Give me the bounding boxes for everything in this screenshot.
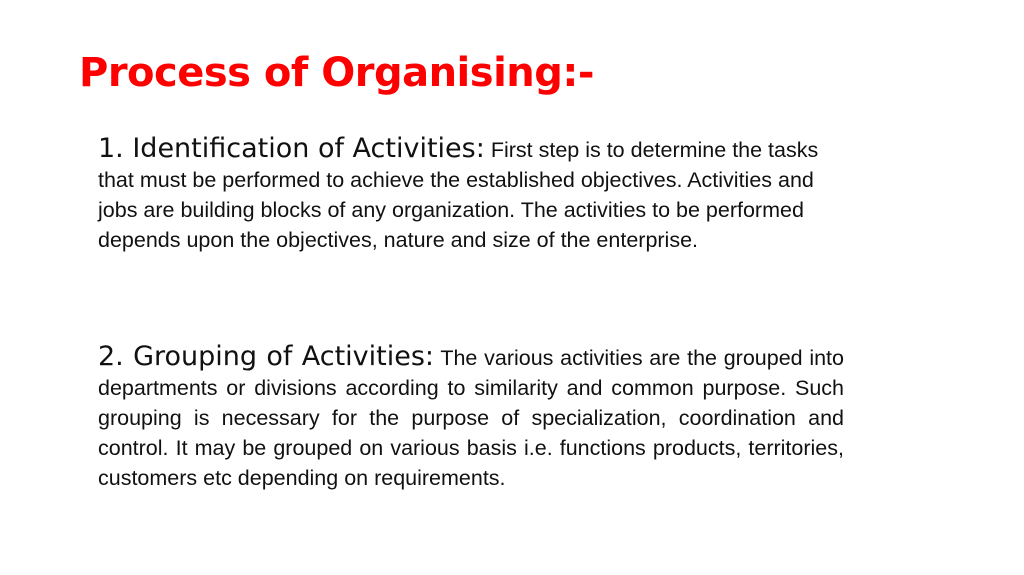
point-identification-of-activities [98, 134, 843, 255]
point-text: First step is to determine the tasks that must be performed to achieve the established objectives. Activities and jobs are building blocks of any organization. The activities to be performed depends upon the objectives, nature and size of the enterprise. [98, 138, 819, 252]
point-text: The various activities are the grouped into departments or divisions according to similarity and common purpose. Such grouping is necessary for the purpose of specialization, coordination and control. It may be grouped on various basis i.e. functions products, territories, customers etc depending on requirements. [98, 346, 844, 490]
point-heading: 1. Identification of Activities: [98, 133, 485, 164]
point-heading: 2. Grouping of Activities: [98, 341, 434, 372]
point-grouping-of-activities [98, 342, 844, 493]
slide-title: Process of Organising:- [79, 50, 594, 96]
